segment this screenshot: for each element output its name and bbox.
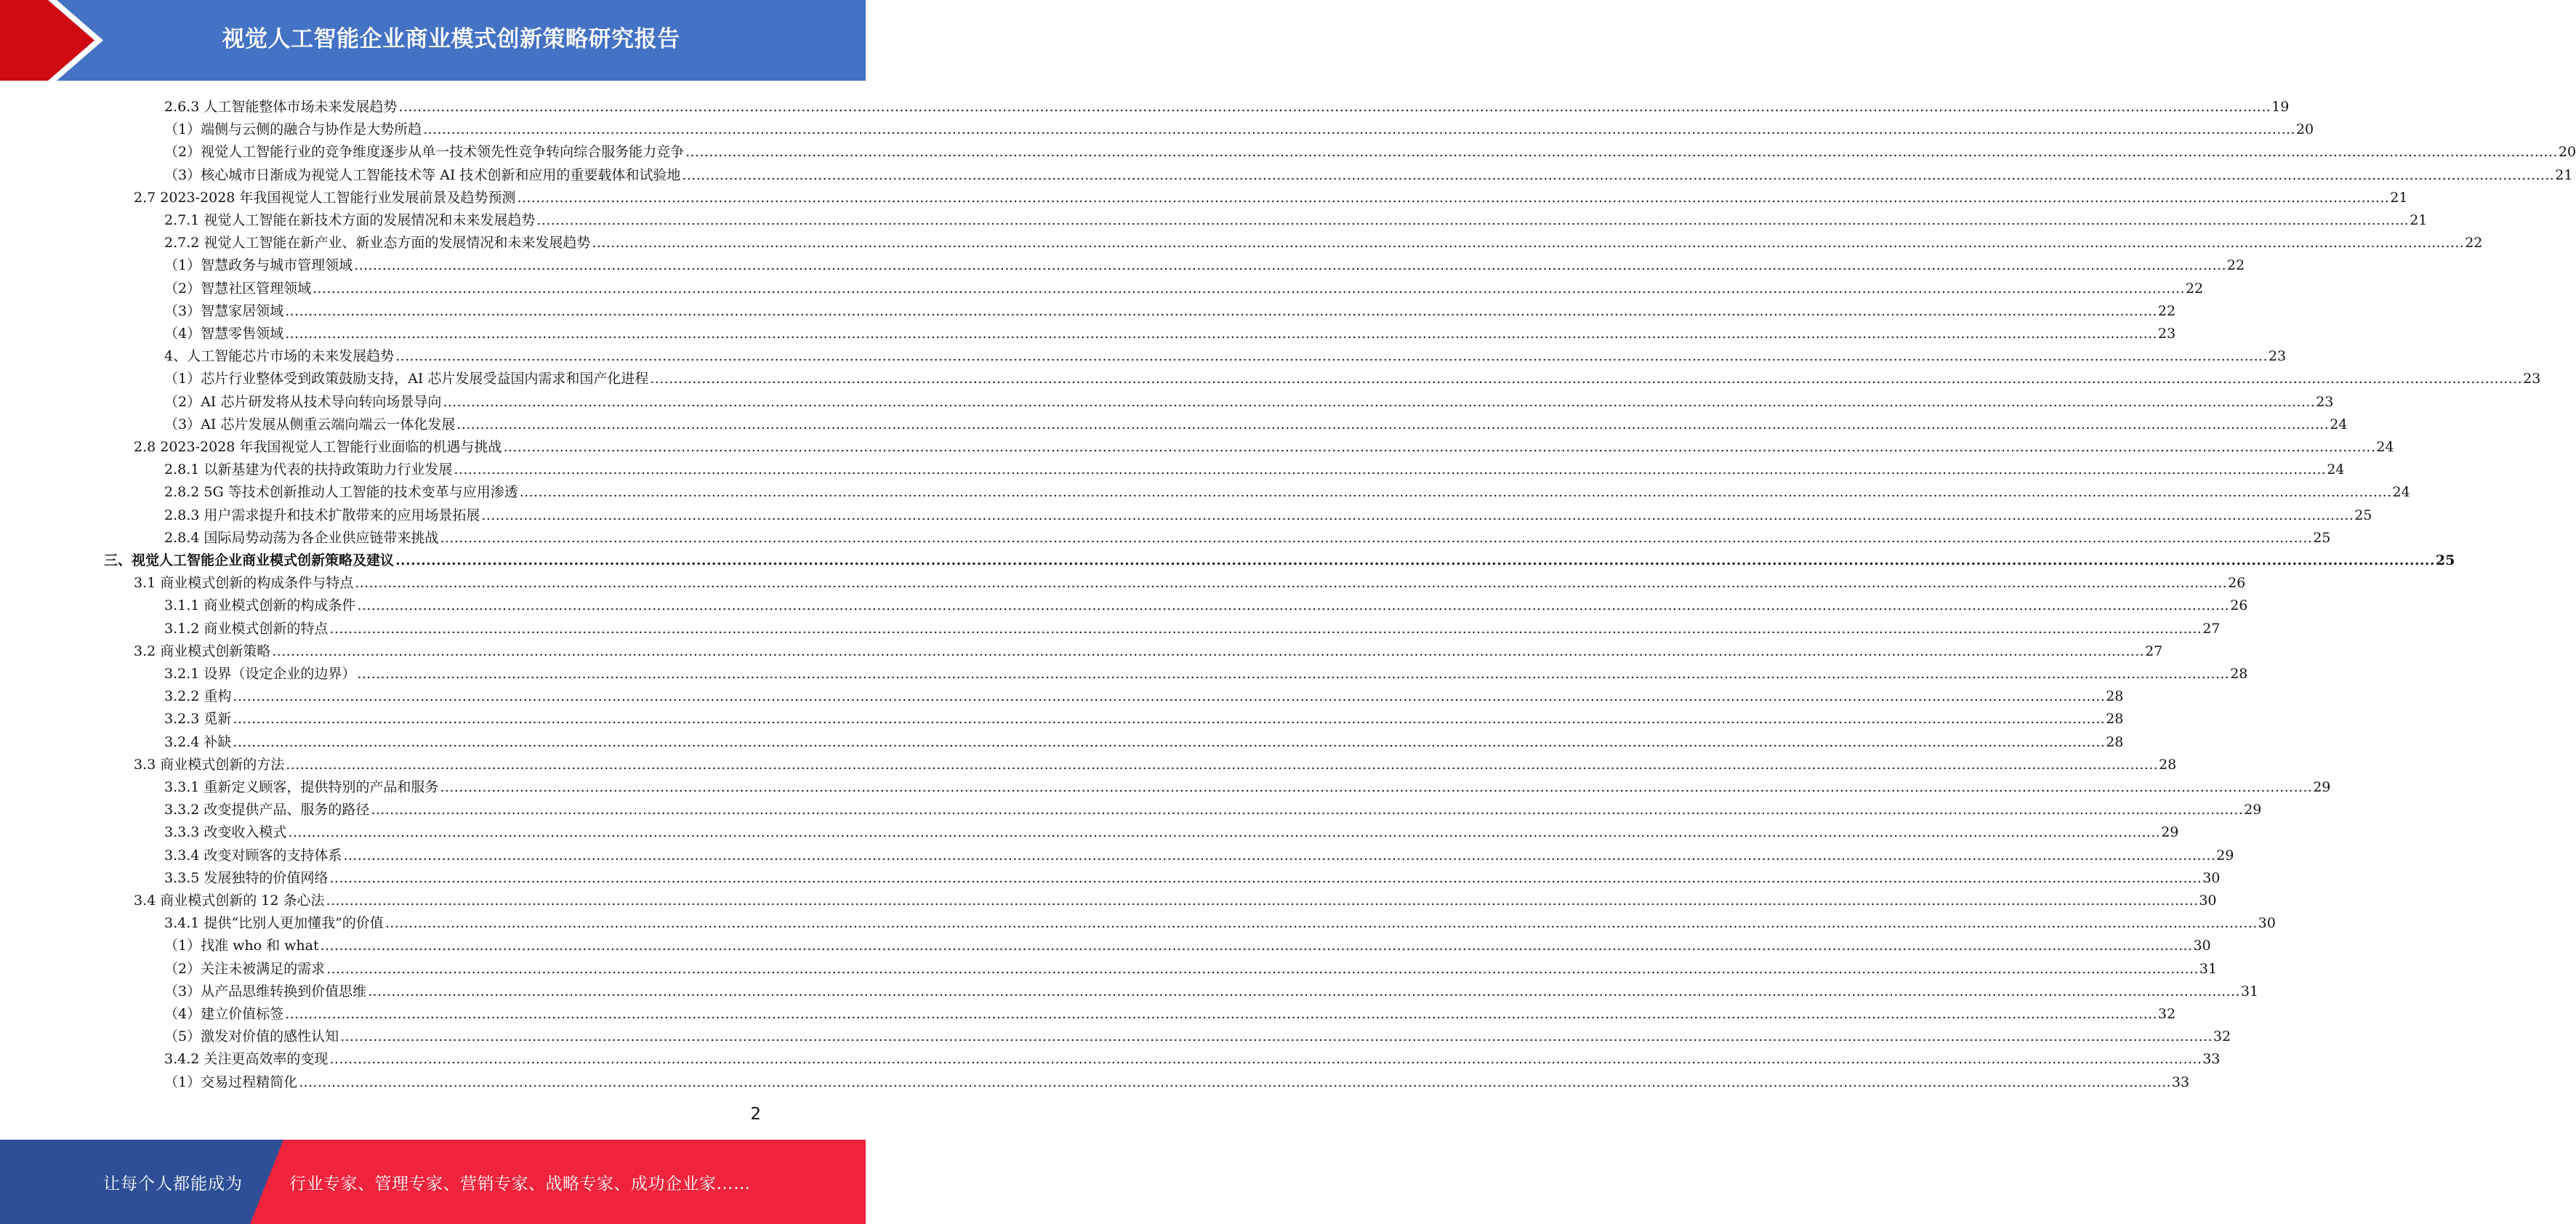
toc-leader-dots: ................................................................................................................................................................................................................................................................................................................................................................................................................ (329, 620, 2202, 637)
footer-slogan-left: 让每个人都能成为 (103, 1174, 243, 1193)
toc-leader-dots: ................................................................................................................................................................................................................................................................................................................................................................................................................ (503, 439, 2376, 455)
toc-entry-page: 30 (2199, 893, 2217, 909)
toc-entry-title: 2.7.2 视觉人工智能在新产业、新业态方面的发展情况和未来发展趋势 (164, 235, 591, 251)
toc-entry-title: 2.6.3 人工智能整体市场未来发展趋势 (164, 99, 398, 115)
toc-entry[interactable] (134, 432, 2394, 455)
toc-entry-page: 30 (2202, 869, 2221, 886)
toc-entry-title: （1）芯片行业整体受到政策鼓励支持，AI 芯片发展受益国内需求和国产化进程 (164, 371, 649, 387)
page-footer (0, 1140, 866, 1224)
toc-entry[interactable] (164, 591, 2248, 614)
report-title: 视觉人工智能企业商业模式创新策略研究报告 (222, 25, 680, 52)
toc-entry-title: （1）端侧与云侧的融合与协作是大势所趋 (164, 121, 422, 138)
toc-entry-title: 3.2.1 设界（设定企业的边界） (164, 666, 356, 682)
toc-entry-page: 31 (2240, 983, 2259, 999)
toc-entry-title: 3.4.1 提供“比别人更加懂我”的价值 (164, 915, 384, 932)
toc-entry-title: （4）建立价值标签 (164, 1006, 284, 1022)
toc-entry-page: 29 (2161, 824, 2179, 841)
toc-entry-page: 29 (2216, 847, 2234, 863)
toc-entry[interactable] (164, 274, 2204, 297)
toc-entry-title: 3.2.4 补缺 (164, 733, 232, 750)
toc-leader-dots: ................................................................................................................................................................................................................................................................................................................................................................................................................ (357, 597, 2230, 614)
toc-leader-dots: ................................................................................................................................................................................................................................................................................................................................................................................................................ (272, 643, 2145, 659)
toc-entry[interactable] (164, 92, 2290, 115)
toc-leader-dots: ................................................................................................................................................................................................................................................................................................................................................................................................................ (385, 915, 2258, 932)
toc-entry-title: 2.8.2 5G 等技术创新推动人工智能的技术变革与应用渗透 (164, 484, 518, 501)
toc-leader-dots: ................................................................................................................................................................................................................................................................................................................................................................................................................ (395, 552, 2435, 568)
toc-entry-page: 22 (2465, 235, 2483, 251)
toc-entry-page: 25 (2354, 507, 2372, 523)
toc-entry-page: 26 (2228, 575, 2246, 592)
toc-entry[interactable] (164, 999, 2176, 1022)
toc-entry-title: 2.8.4 国际局势动荡为各企业供应链带来挑战 (164, 529, 439, 546)
toc-entry[interactable] (164, 251, 2245, 274)
toc-entry-page: 20 (2295, 121, 2314, 138)
toc-leader-dots: ................................................................................................................................................................................................................................................................................................................................................................................................................ (340, 1028, 2213, 1045)
toc-entry[interactable] (164, 297, 2176, 319)
toc-entry-title: 3.3.3 改变收入模式 (164, 824, 287, 841)
toc-entry-title: 3.3.4 改变对顾客的支持体系 (164, 847, 342, 863)
toc-entry[interactable] (164, 137, 2576, 161)
toc-entry[interactable] (134, 750, 2177, 773)
toc-entry-title: （4）智慧零售领域 (164, 326, 284, 342)
toc-entry-title: 4、人工智能芯片市场的未来发展趋势 (164, 348, 395, 365)
toc-entry-page: 28 (2106, 688, 2124, 705)
toc-leader-dots: ................................................................................................................................................................................................................................................................................................................................................................................................................ (682, 166, 2555, 183)
toc-entry-page: 30 (2258, 915, 2276, 932)
toc-entry-page: 28 (2106, 733, 2124, 750)
toc-leader-dots: ................................................................................................................................................................................................................................................................................................................................................................................................................ (357, 666, 2230, 682)
toc-entry[interactable] (164, 228, 2483, 251)
toc-entry[interactable] (164, 1022, 2231, 1045)
toc-entry-page: 33 (2171, 1074, 2190, 1090)
toc-entry-title: 3.1.1 商业模式创新的构成条件 (164, 597, 356, 614)
toc-leader-dots: ................................................................................................................................................................................................................................................................................................................................................................................................................ (481, 507, 2354, 523)
toc-entry[interactable] (164, 614, 2221, 637)
toc-leader-dots: ................................................................................................................................................................................................................................................................................................................................................................................................................ (285, 302, 2157, 319)
toc-entry[interactable] (164, 115, 2314, 138)
page-header (0, 0, 866, 81)
toc-leader-dots: ................................................................................................................................................................................................................................................................................................................................................................................................................ (440, 779, 2313, 795)
toc-entry[interactable] (134, 183, 2408, 206)
toc-entry-page: 29 (2313, 779, 2331, 795)
page-number: 2 (750, 1105, 761, 1124)
toc-leader-dots: ................................................................................................................................................................................................................................................................................................................................................................................................................ (536, 212, 2410, 228)
toc-entry-page: 25 (2313, 529, 2331, 546)
toc-entry-title: （1）交易过程精简化 (164, 1074, 298, 1090)
toc-entry-page: 32 (2157, 1006, 2176, 1022)
toc-leader-dots: ................................................................................................................................................................................................................................................................................................................................................................................................................ (329, 869, 2202, 886)
toc-entry[interactable] (164, 977, 2259, 999)
toc-entry-title: 3.2 商业模式创新策略 (134, 643, 271, 659)
toc-leader-dots: ................................................................................................................................................................................................................................................................................................................................................................................................................ (398, 99, 2271, 115)
toc-entry-page: 28 (2159, 756, 2177, 773)
toc-entry-page: 27 (2202, 620, 2221, 637)
toc-entry[interactable] (164, 1068, 2190, 1090)
toc-entry-page: 19 (2271, 99, 2290, 115)
toc-leader-dots: ................................................................................................................................................................................................................................................................................................................................................................................................................ (650, 371, 2523, 387)
toc-entry-page: 22 (2226, 257, 2245, 274)
toc-leader-dots: ................................................................................................................................................................................................................................................................................................................................................................................................................ (233, 733, 2106, 750)
toc-entry-page: 27 (2145, 643, 2163, 659)
toc-entry-title: （2）视觉人工智能行业的竞争维度逐步从单一技术领先性竞争转向综合服务能力竞争 (164, 144, 685, 161)
toc-leader-dots: ................................................................................................................................................................................................................................................................................................................................................................................................................ (423, 121, 2295, 138)
toc-entry-title: （2）智慧社区管理领域 (164, 280, 312, 297)
toc-entry-title: 三、视觉人工智能企业商业模式创新策略及建议 (104, 552, 395, 568)
toc-leader-dots: ................................................................................................................................................................................................................................................................................................................................................................................................................ (519, 484, 2392, 501)
toc-entry-page: 24 (2376, 439, 2394, 455)
toc-entry[interactable] (164, 319, 2176, 342)
toc-entry[interactable] (164, 410, 2348, 432)
toc-leader-dots: ................................................................................................................................................................................................................................................................................................................................................................................................................ (285, 1006, 2157, 1022)
toc-entry-title: （3）智慧家居领域 (164, 302, 284, 319)
toc-leader-dots: ................................................................................................................................................................................................................................................................................................................................................................................................................ (329, 1051, 2202, 1068)
toc-entry-title: 3.3.1 重新定义顾客，提供特别的产品和服务 (164, 779, 439, 795)
toc-entry-page: 24 (2330, 416, 2348, 432)
toc-leader-dots: ................................................................................................................................................................................................................................................................................................................................................................................................................ (286, 756, 2159, 773)
toc-leader-dots: ................................................................................................................................................................................................................................................................................................................................................................................................................ (354, 257, 2226, 274)
toc-entry[interactable] (164, 728, 2124, 750)
toc-entry-page: 31 (2199, 960, 2218, 977)
toc-leader-dots: ................................................................................................................................................................................................................................................................................................................................................................................................................ (313, 280, 2185, 297)
toc-entry[interactable] (164, 863, 2221, 886)
toc-leader-dots: ................................................................................................................................................................................................................................................................................................................................................................................................................ (320, 938, 2193, 954)
toc-entry-title: 3.1 商业模式创新的构成条件与特点 (134, 575, 354, 592)
toc-entry-page: 23 (2316, 393, 2334, 410)
toc-entry-title: 2.7 2023-2028 年我国视觉人工智能行业发展前景及趋势预测 (134, 189, 516, 206)
toc-leader-dots: ................................................................................................................................................................................................................................................................................................................................................................................................................ (517, 189, 2390, 206)
toc-entry[interactable] (164, 659, 2248, 682)
toc-entry-page: 28 (2230, 666, 2248, 682)
toc-entry-title: （2）关注未被满足的需求 (164, 960, 326, 977)
toc-leader-dots: ................................................................................................................................................................................................................................................................................................................................................................................................................ (454, 462, 2327, 478)
toc-entry-page: 30 (2193, 938, 2211, 954)
toc-leader-dots: ................................................................................................................................................................................................................................................................................................................................................................................................................ (343, 847, 2216, 863)
toc-entry-page: 20 (2558, 144, 2576, 161)
toc-entry-page: 21 (2390, 189, 2408, 206)
toc-entry[interactable] (164, 931, 2211, 954)
toc-entry[interactable] (164, 364, 2541, 387)
toc-entry-page: 21 (2410, 212, 2428, 228)
toc-entry[interactable] (164, 455, 2345, 478)
toc-entry-page: 23 (2157, 326, 2176, 342)
toc-entry-page: 29 (2244, 802, 2262, 818)
toc-entry[interactable] (164, 795, 2262, 818)
toc-entry-page: 33 (2202, 1051, 2221, 1068)
toc-leader-dots: ................................................................................................................................................................................................................................................................................................................................................................................................................ (299, 1074, 2171, 1090)
toc-entry[interactable] (164, 704, 2124, 728)
toc-entry[interactable] (134, 886, 2217, 909)
toc-entry[interactable] (164, 387, 2334, 410)
toc-leader-dots: ................................................................................................................................................................................................................................................................................................................................................................................................................ (326, 960, 2199, 977)
toc-entry-page: 25 (2435, 552, 2455, 568)
toc-entry-title: （5）激发对价值的感性认知 (164, 1028, 339, 1045)
toc-entry-title: 2.8.3 用户需求提升和技术扩散带来的应用场景拓展 (164, 507, 480, 523)
toc-leader-dots: ................................................................................................................................................................................................................................................................................................................................................................................................................ (288, 824, 2161, 841)
toc-entry-page: 24 (2392, 484, 2410, 501)
toc-entry-page: 32 (2213, 1028, 2231, 1045)
toc-entry[interactable] (164, 841, 2234, 863)
toc-entry-title: 3.2.3 觅新 (164, 711, 232, 728)
toc-leader-dots: ................................................................................................................................................................................................................................................................................................................................................................................................................ (371, 802, 2244, 818)
toc-entry[interactable] (164, 161, 2573, 183)
toc-entry-page: 26 (2230, 597, 2248, 614)
toc-entry-title: 3.3.5 发展独特的价值网络 (164, 869, 329, 886)
toc-entry[interactable] (104, 546, 2455, 568)
toc-entry[interactable] (164, 682, 2124, 705)
toc-entry[interactable] (164, 501, 2372, 523)
toc-entry[interactable] (164, 954, 2218, 977)
toc-entry[interactable] (164, 342, 2287, 365)
toc-entry-title: 3.3 商业模式创新的方法 (134, 756, 285, 773)
toc-entry[interactable] (164, 909, 2276, 932)
toc-leader-dots: ................................................................................................................................................................................................................................................................................................................................................................................................................ (285, 326, 2157, 342)
toc-entry-page: 28 (2106, 711, 2124, 728)
toc-entry-page: 21 (2555, 166, 2573, 183)
toc-leader-dots: ................................................................................................................................................................................................................................................................................................................................................................................................................ (233, 688, 2106, 705)
toc-entry-page: 23 (2268, 348, 2287, 365)
toc-entry[interactable] (164, 206, 2428, 228)
toc-entry-title: 3.1.2 商业模式创新的特点 (164, 620, 329, 637)
toc-entry[interactable] (164, 1044, 2221, 1068)
toc-leader-dots: ................................................................................................................................................................................................................................................................................................................................................................................................................ (326, 893, 2199, 909)
toc-leader-dots: ................................................................................................................................................................................................................................................................................................................................................................................................................ (233, 711, 2106, 728)
toc-leader-dots: ................................................................................................................................................................................................................................................................................................................................................................................................................ (685, 144, 2558, 161)
toc-leader-dots: ................................................................................................................................................................................................................................................................................................................................................................................................................ (395, 348, 2268, 365)
toc-entry-title: （3）从产品思维转换到价值思维 (164, 983, 367, 999)
toc-entry-title: 2.7.1 视觉人工智能在新技术方面的发展情况和未来发展趋势 (164, 212, 536, 228)
toc-leader-dots: ................................................................................................................................................................................................................................................................................................................................................................................................................ (592, 235, 2465, 251)
toc-leader-dots: ................................................................................................................................................................................................................................................................................................................................................................................................................ (368, 983, 2240, 999)
toc-entry[interactable] (164, 818, 2179, 841)
footer-slogan-right: 行业专家、管理专家、营销专家、战略专家、成功企业家…… (289, 1174, 751, 1193)
toc-entry-title: 3.4.2 关注更高效率的变现 (164, 1051, 329, 1068)
toc-entry-title: （3）AI 芯片发展从侧重云端向端云一体化发展 (164, 416, 456, 432)
toc-entry-page: 22 (2157, 302, 2176, 319)
toc-entry-title: 3.4 商业模式创新的 12 条心法 (134, 893, 325, 909)
toc-entry-page: 24 (2327, 462, 2345, 478)
toc-leader-dots: ................................................................................................................................................................................................................................................................................................................................................................................................................ (355, 575, 2228, 592)
toc-entry-title: （1）找准 who 和 what (164, 938, 319, 954)
toc-entry-page: 22 (2185, 280, 2204, 297)
toc-leader-dots: ................................................................................................................................................................................................................................................................................................................................................................................................................ (456, 416, 2330, 432)
toc-entry-title: 2.8.1 以新基建为代表的扶持政策助力行业发展 (164, 462, 453, 478)
toc-entry-title: 3.2.2 重构 (164, 688, 232, 705)
toc-entry-title: （1）智慧政务与城市管理领域 (164, 257, 353, 274)
toc-entry[interactable] (164, 478, 2410, 501)
toc-entry-title: 2.8 2023-2028 年我国视觉人工智能行业面临的机遇与挑战 (134, 439, 502, 455)
toc-leader-dots: ................................................................................................................................................................................................................................................................................................................................................................................................................ (440, 529, 2313, 546)
toc-entry-title: 3.3.2 改变提供产品、服务的路径 (164, 802, 370, 818)
toc-leader-dots: ................................................................................................................................................................................................................................................................................................................................................................................................................ (443, 393, 2316, 410)
toc-entry-title: （2）AI 芯片研发将从技术导向转向场景导向 (164, 393, 442, 410)
toc-entry[interactable] (134, 568, 2246, 592)
header-arrow-decoration (0, 0, 116, 81)
toc-entry[interactable] (164, 523, 2331, 546)
toc-entry-page: 23 (2523, 371, 2541, 387)
toc-entry[interactable] (164, 773, 2331, 795)
toc-entry[interactable] (134, 637, 2163, 659)
toc-entry-title: （3）核心城市日渐成为视觉人工智能技术等 AI 技术创新和应用的重要载体和试验地 (164, 166, 681, 183)
